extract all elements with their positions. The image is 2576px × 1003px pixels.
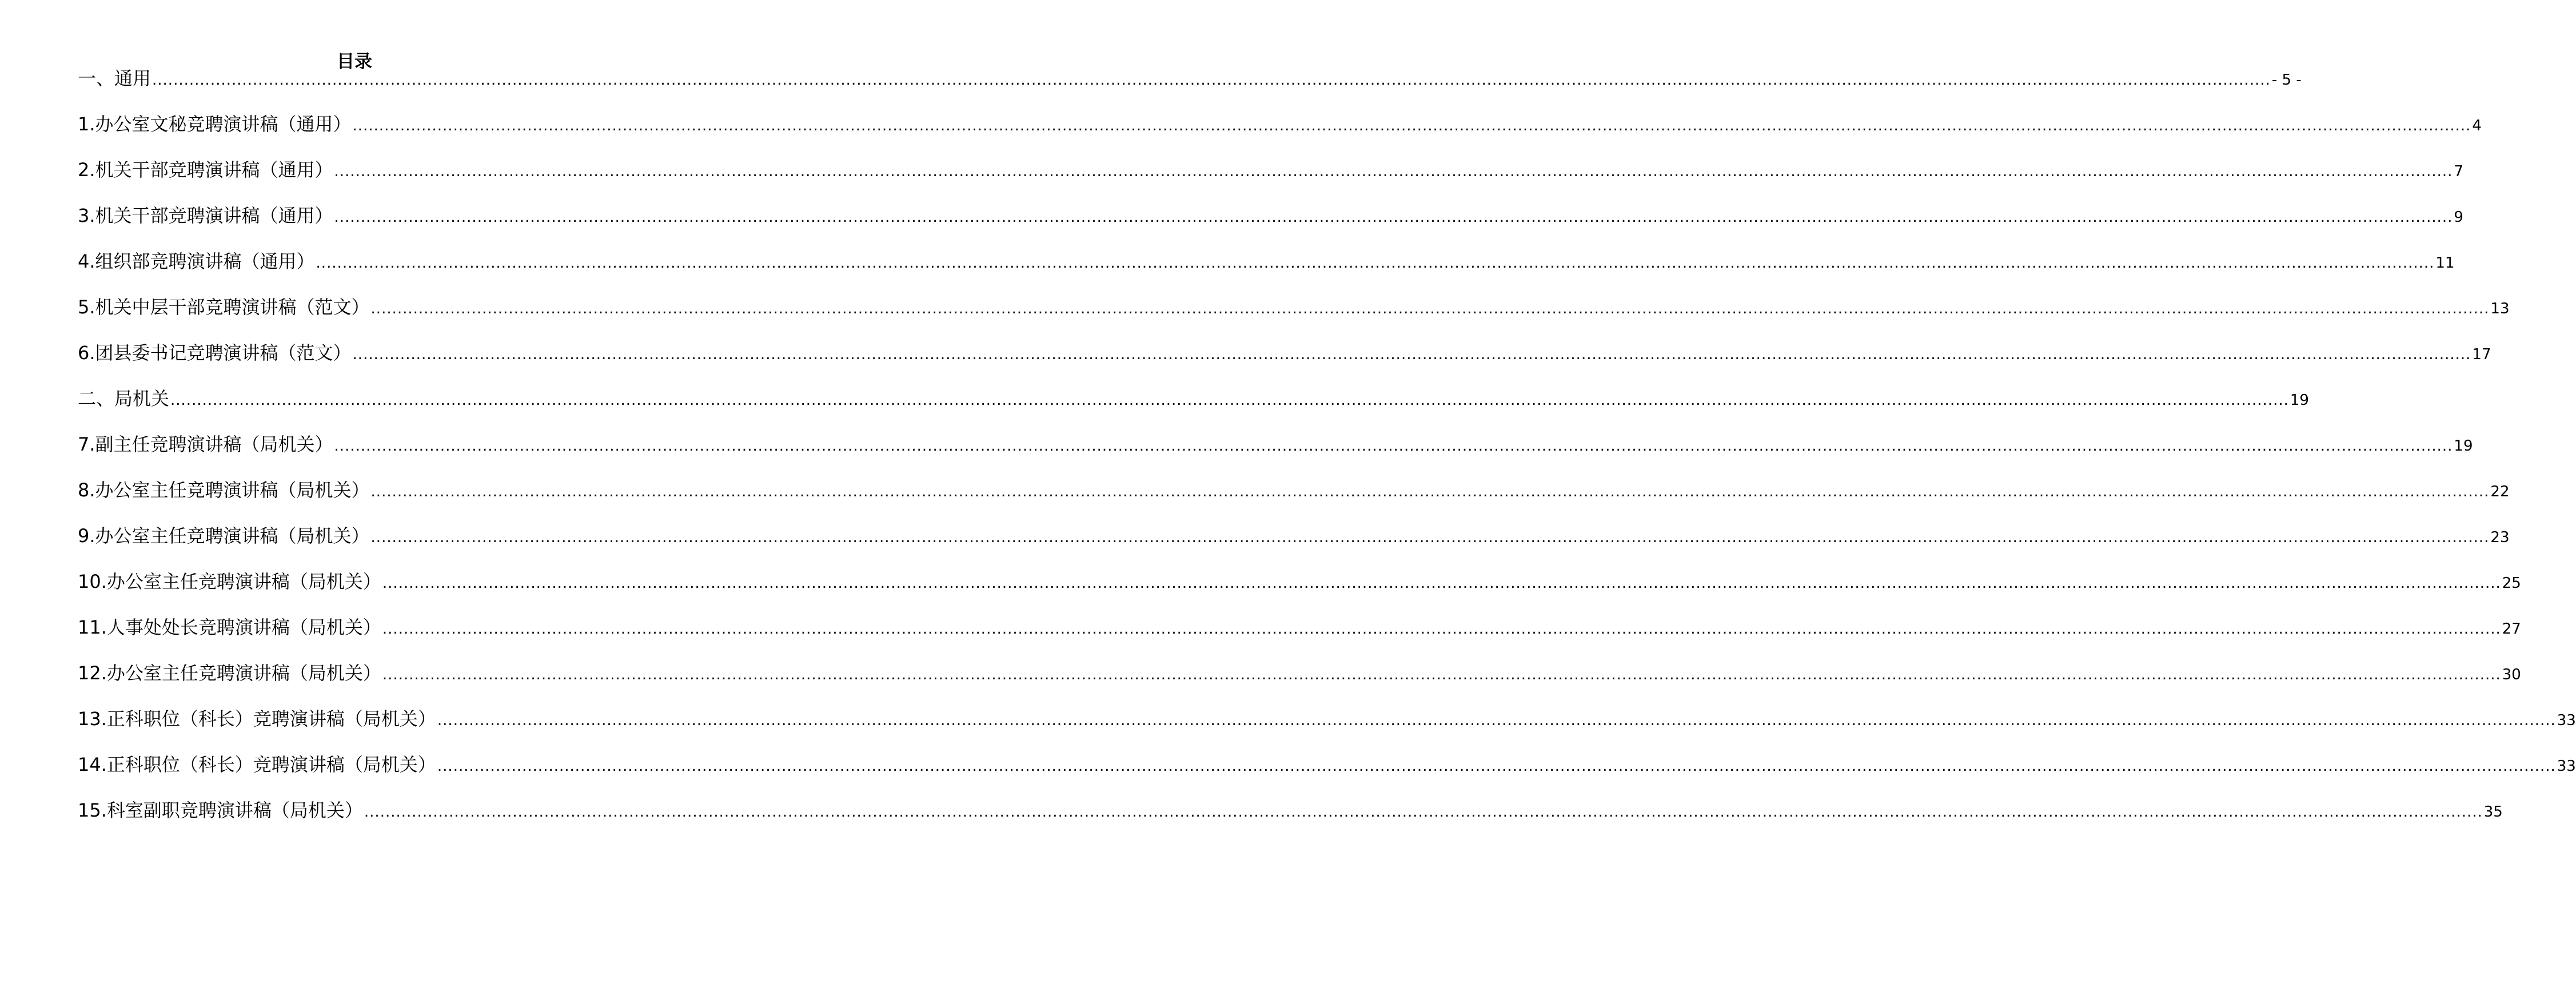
toc-entry-title: 2.机关干部竞聘演讲稿（通用） (78, 159, 333, 181)
toc-leader-dots: ................................................................................................................................................................................................................................................................................................................................................................................................................ (382, 575, 2501, 592)
toc-entry-page: 19 (2290, 392, 2309, 409)
toc-leader-dots: ................................................................................................................................................................................................................................................................................................................................................................................................................ (382, 666, 2501, 683)
toc-entry-title: 11.人事处处长竞聘演讲稿（局机关） (78, 616, 381, 638)
toc-entry-page: 9 (2454, 209, 2463, 226)
toc-leader-dots: ................................................................................................................................................................................................................................................................................................................................................................................................................ (370, 483, 2490, 500)
toc-leader-dots: ................................................................................................................................................................................................................................................................................................................................................................................................................ (170, 392, 2289, 409)
toc-leader-dots: ................................................................................................................................................................................................................................................................................................................................................................................................................ (334, 209, 2453, 226)
toc-leader-dots: ................................................................................................................................................................................................................................................................................................................................................................................................................ (334, 163, 2453, 180)
toc-entry-page: 23 (2490, 529, 2510, 546)
toc-entry-9[interactable] (78, 522, 2510, 550)
toc-leader-dots: ................................................................................................................................................................................................................................................................................................................................................................................................................ (334, 437, 2453, 455)
toc-leader-dots: ................................................................................................................................................................................................................................................................................................................................................................................................................ (152, 71, 2271, 89)
toc-entry-title: 9.办公室主任竞聘演讲稿（局机关） (78, 525, 370, 547)
toc-entry-title: 5.机关中层干部竞聘演讲稿（范文） (78, 296, 370, 318)
toc-entry-page: 30 (2502, 666, 2521, 683)
toc-entry-4[interactable] (78, 248, 2455, 275)
toc-entry-page: 33 (2557, 758, 2576, 775)
toc-entry-title: 8.办公室主任竞聘演讲稿（局机关） (78, 479, 370, 501)
toc-leader-dots: ................................................................................................................................................................................................................................................................................................................................................................................................................ (352, 117, 2471, 134)
toc-entry-1[interactable] (78, 110, 2482, 138)
toc-entry-title: 一、通用 (78, 67, 151, 89)
toc-entry-page: 7 (2454, 163, 2463, 180)
toc-entry-page: 4 (2472, 117, 2482, 134)
toc-entry-title: 12.办公室主任竞聘演讲稿（局机关） (78, 662, 381, 684)
toc-entry-15[interactable] (78, 797, 2503, 824)
toc-entry-title: 6.团县委书记竞聘演讲稿（范文） (78, 342, 352, 364)
toc-entry-14[interactable] (78, 751, 2576, 778)
toc-leader-dots: ................................................................................................................................................................................................................................................................................................................................................................................................................ (352, 346, 2471, 363)
toc-entry-title: 7.副主任竞聘演讲稿（局机关） (78, 433, 333, 455)
toc-entry-title: 13.正科职位（科长）竞聘演讲稿（局机关） (78, 708, 436, 730)
toc-entry-12[interactable] (78, 659, 2521, 687)
toc-leader-dots: ................................................................................................................................................................................................................................................................................................................................................................................................................ (370, 300, 2490, 317)
toc-title: 目录 (337, 51, 372, 72)
toc-leader-dots: ................................................................................................................................................................................................................................................................................................................................................................................................................ (364, 803, 2483, 821)
toc-entry-title: 1.办公室文秘竞聘演讲稿（通用） (78, 113, 352, 135)
toc-entry-section-1[interactable] (78, 65, 2302, 92)
toc-entry-page: - 5 - (2271, 71, 2302, 89)
toc-entry-7[interactable] (78, 431, 2473, 458)
toc-entry-8[interactable] (78, 476, 2510, 504)
toc-entry-page: 25 (2502, 575, 2521, 592)
toc-leader-dots: ................................................................................................................................................................................................................................................................................................................................................................................................................ (370, 529, 2490, 546)
toc-entry-section-2[interactable] (78, 385, 2309, 412)
toc-entry-5[interactable] (78, 293, 2510, 321)
toc-entry-title: 15.科室副职竞聘演讲稿（局机关） (78, 799, 363, 821)
toc-entry-page: 19 (2454, 437, 2473, 455)
toc-entry-title: 10.办公室主任竞聘演讲稿（局机关） (78, 571, 381, 592)
toc-entry-page: 17 (2472, 346, 2491, 363)
toc-leader-dots: ................................................................................................................................................................................................................................................................................................................................................................................................................ (437, 712, 2556, 729)
toc-leader-dots: ................................................................................................................................................................................................................................................................................................................................................................................................................ (437, 758, 2556, 775)
toc-entry-page: 11 (2435, 254, 2455, 272)
toc-leader-dots: ................................................................................................................................................................................................................................................................................................................................................................................................................ (316, 254, 2435, 272)
toc-entry-page: 33 (2557, 712, 2576, 729)
toc-entry-6[interactable] (78, 339, 2491, 367)
toc-entry-2[interactable] (78, 156, 2463, 184)
toc-entry-page: 22 (2490, 483, 2510, 500)
toc-entry-page: 27 (2502, 620, 2521, 638)
toc-entry-3[interactable] (78, 202, 2463, 229)
toc-entry-11[interactable] (78, 614, 2521, 641)
toc-entry-title: 3.机关干部竞聘演讲稿（通用） (78, 205, 333, 226)
toc-leader-dots: ................................................................................................................................................................................................................................................................................................................................................................................................................ (382, 620, 2501, 638)
toc-entry-10[interactable] (78, 568, 2521, 595)
toc-entry-page: 13 (2490, 300, 2510, 317)
toc-entry-title: 二、局机关 (78, 388, 170, 409)
toc-entry-title: 4.组织部竞聘演讲稿（通用） (78, 250, 315, 272)
toc-entry-title: 14.正科职位（科长）竞聘演讲稿（局机关） (78, 754, 436, 775)
toc-entry-13[interactable] (78, 705, 2576, 733)
toc-entry-page: 35 (2483, 803, 2503, 821)
